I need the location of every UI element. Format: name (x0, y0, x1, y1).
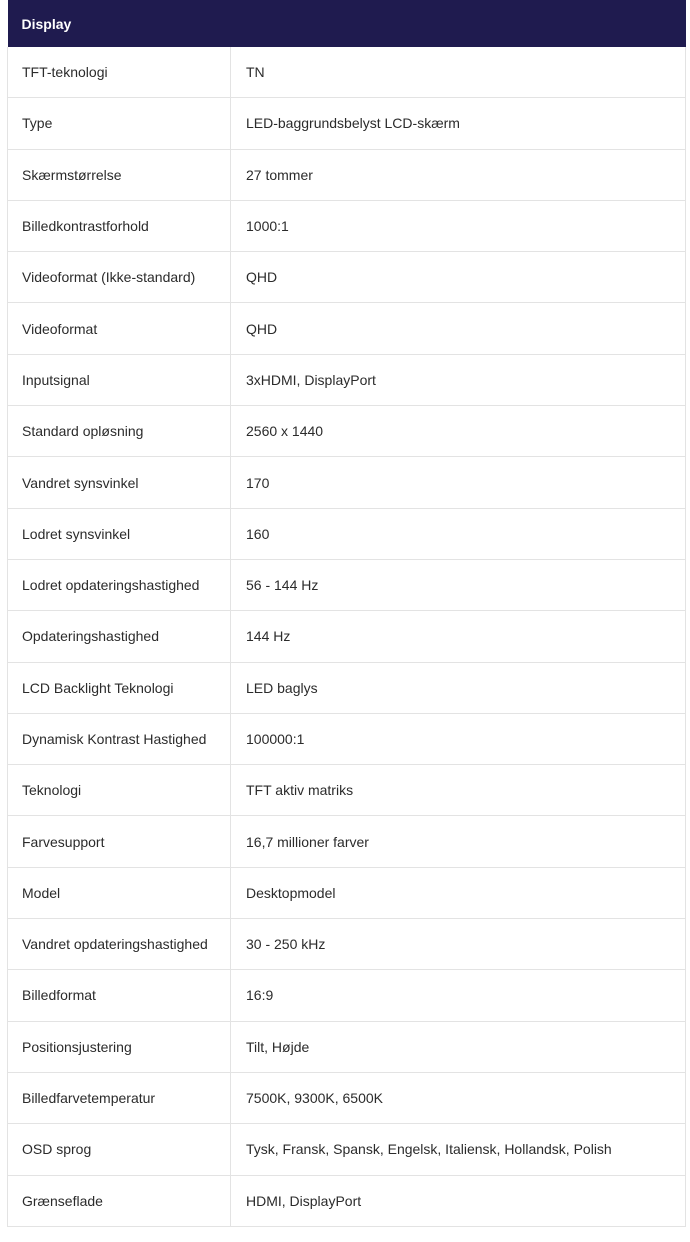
spec-value: 7500K, 9300K, 6500K (231, 1072, 686, 1123)
spec-label: Model (8, 867, 231, 918)
spec-row (8, 919, 686, 970)
spec-label: Billedfarvetemperatur (8, 1072, 231, 1123)
spec-label: Dynamisk Kontrast Hastighed (8, 713, 231, 764)
spec-value: 16,7 millioner farver (231, 816, 686, 867)
spec-label: Positionsjustering (8, 1021, 231, 1072)
spec-value: TFT aktiv matriks (231, 765, 686, 816)
spec-value: 30 - 250 kHz (231, 919, 686, 970)
spec-value: 170 (231, 457, 686, 508)
spec-row (8, 970, 686, 1021)
spec-value: Tilt, Højde (231, 1021, 686, 1072)
spec-row (8, 149, 686, 200)
spec-row (8, 406, 686, 457)
spec-label: Teknologi (8, 765, 231, 816)
spec-row (8, 559, 686, 610)
spec-row (8, 867, 686, 918)
spec-label: Opdateringshastighed (8, 611, 231, 662)
spec-value: 3xHDMI, DisplayPort (231, 354, 686, 405)
spec-label: Billedformat (8, 970, 231, 1021)
spec-value: 144 Hz (231, 611, 686, 662)
spec-value: 2560 x 1440 (231, 406, 686, 457)
section-header-row (8, 0, 686, 47)
spec-value: QHD (231, 303, 686, 354)
spec-label: Skærmstørrelse (8, 149, 231, 200)
spec-value: Tysk, Fransk, Spansk, Engelsk, Italiensk, Hollandsk, Polish (231, 1124, 686, 1175)
spec-row (8, 303, 686, 354)
spec-row (8, 611, 686, 662)
spec-label: TFT-teknologi (8, 47, 231, 98)
section-title: Display (8, 0, 686, 47)
spec-row (8, 713, 686, 764)
spec-row (8, 662, 686, 713)
spec-row (8, 1175, 686, 1226)
spec-label: Standard opløsning (8, 406, 231, 457)
spec-label: Vandret opdateringshastighed (8, 919, 231, 970)
spec-row (8, 98, 686, 149)
spec-row (8, 1021, 686, 1072)
spec-row (8, 47, 686, 98)
spec-row (8, 252, 686, 303)
spec-row (8, 200, 686, 251)
spec-value: 160 (231, 508, 686, 559)
spec-label: Grænseflade (8, 1175, 231, 1226)
spec-row (8, 508, 686, 559)
spec-label: Lodret opdateringshastighed (8, 559, 231, 610)
spec-label: Billedkontrastforhold (8, 200, 231, 251)
spec-label: Farvesupport (8, 816, 231, 867)
spec-value: 1000:1 (231, 200, 686, 251)
spec-value: QHD (231, 252, 686, 303)
spec-label: Videoformat (8, 303, 231, 354)
spec-value: 27 tommer (231, 149, 686, 200)
spec-table (7, 0, 686, 1227)
spec-value: LED baglys (231, 662, 686, 713)
spec-row (8, 354, 686, 405)
spec-row (8, 765, 686, 816)
spec-label: Inputsignal (8, 354, 231, 405)
spec-value: HDMI, DisplayPort (231, 1175, 686, 1226)
spec-row (8, 816, 686, 867)
spec-value: TN (231, 47, 686, 98)
spec-row (8, 457, 686, 508)
spec-value: 100000:1 (231, 713, 686, 764)
spec-label: LCD Backlight Teknologi (8, 662, 231, 713)
spec-table-body (8, 47, 686, 1226)
spec-value: 16:9 (231, 970, 686, 1021)
spec-label: OSD sprog (8, 1124, 231, 1175)
spec-row (8, 1124, 686, 1175)
spec-value: LED-baggrundsbelyst LCD-skærm (231, 98, 686, 149)
spec-label: Lodret synsvinkel (8, 508, 231, 559)
spec-label: Videoformat (Ikke-standard) (8, 252, 231, 303)
spec-label: Type (8, 98, 231, 149)
spec-value: 56 - 144 Hz (231, 559, 686, 610)
spec-row (8, 1072, 686, 1123)
spec-label: Vandret synsvinkel (8, 457, 231, 508)
spec-value: Desktopmodel (231, 867, 686, 918)
